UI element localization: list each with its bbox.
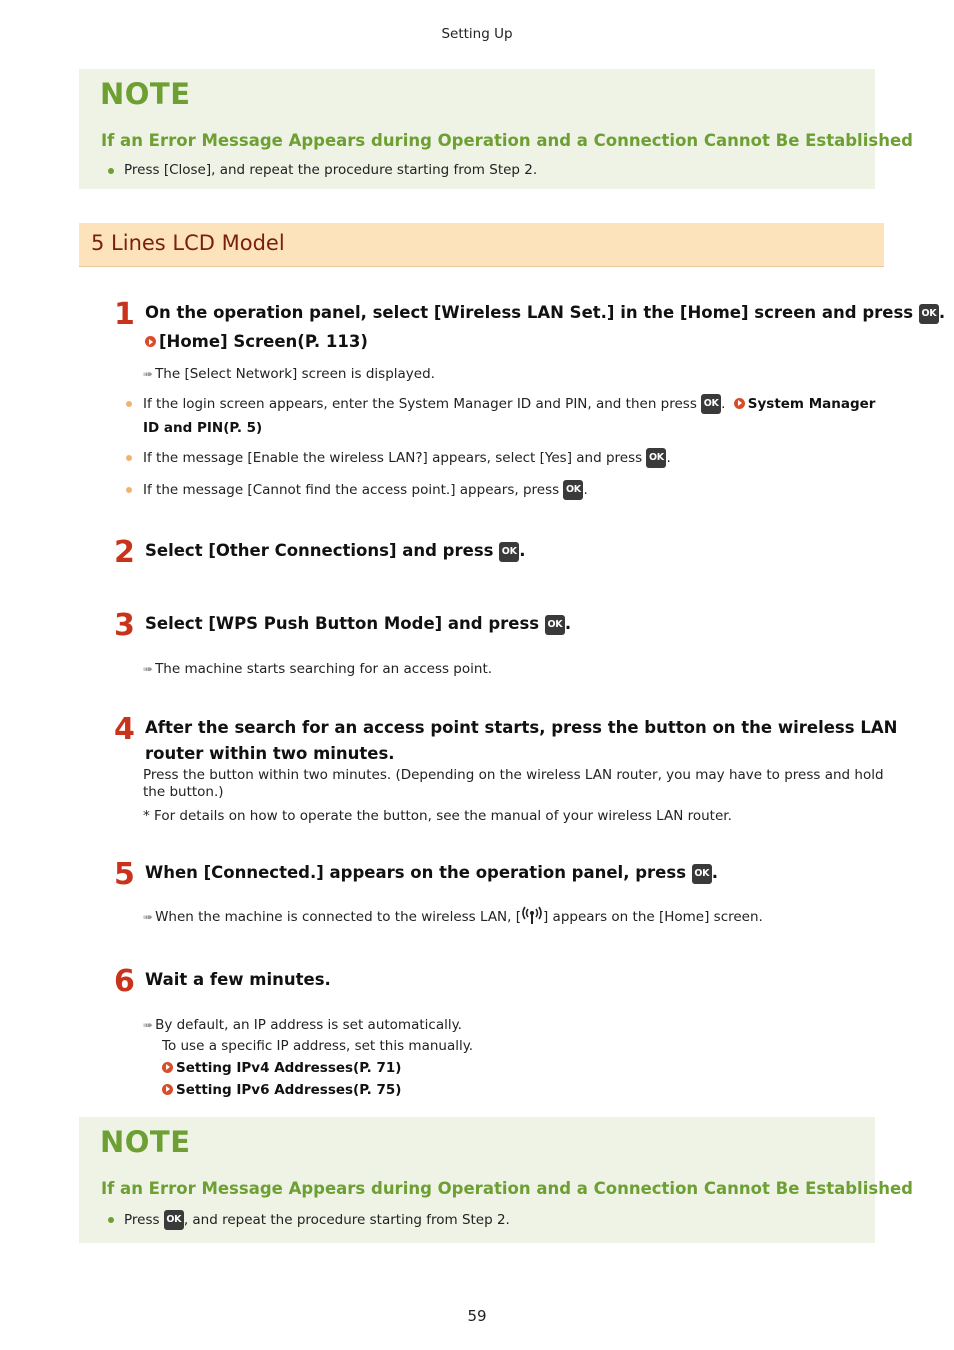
section-header bbox=[79, 223, 884, 267]
ok-button-icon: OK bbox=[701, 394, 721, 414]
step-6-result bbox=[143, 1017, 462, 1033]
ok-button-icon: OK bbox=[692, 864, 712, 884]
step-1-bullet-2 bbox=[143, 448, 671, 468]
result-arrow-icon: ➠ bbox=[143, 662, 154, 676]
ok-button-icon: OK bbox=[646, 448, 666, 468]
ok-button-icon: OK bbox=[919, 304, 939, 324]
ok-button-icon: OK bbox=[499, 542, 519, 562]
ok-button-icon: OK bbox=[164, 1210, 184, 1230]
step-2-instruction: Select [Other Connections] and press bbox=[145, 541, 494, 560]
bullet-dot bbox=[126, 401, 132, 407]
step-5-result bbox=[143, 909, 763, 925]
bullet-text: If the message [Cannot find the access point.] appears, press bbox=[143, 482, 560, 498]
punct: . bbox=[938, 303, 946, 322]
note-subtitle: If an Error Message Appears during Operation and a Connection Cannot Be Established bbox=[101, 131, 913, 150]
step-1-bullet-3 bbox=[143, 480, 588, 500]
system-manager-link-cont[interactable]: ID and PIN(P. 5) bbox=[143, 420, 263, 436]
note-label: NOTE bbox=[100, 1125, 191, 1159]
step-6-text: Wait a few minutes. bbox=[145, 970, 331, 989]
result-text: By default, an IP address is set automatically. bbox=[155, 1017, 462, 1033]
home-screen-link[interactable]: [Home] Screen(P. 113) bbox=[159, 332, 368, 351]
running-header: Setting Up bbox=[441, 26, 513, 42]
step-3-instruction: Select [WPS Push Button Mode] and press bbox=[145, 614, 540, 633]
result-arrow-icon: ➠ bbox=[143, 910, 154, 924]
section-title: 5 Lines LCD Model bbox=[91, 231, 285, 255]
ipv6-link[interactable]: Setting IPv6 Addresses(P. 75) bbox=[176, 1082, 402, 1098]
punct: . bbox=[666, 450, 671, 466]
step-1-bullet-1 bbox=[143, 394, 875, 414]
step-2-text bbox=[145, 541, 526, 562]
wireless-antenna-icon bbox=[521, 905, 543, 925]
note-item bbox=[124, 1210, 510, 1230]
step-4-line-1: After the search for an access point starts, press the button on the wireless LAN bbox=[145, 718, 898, 737]
bullet-text: If the login screen appears, enter the System Manager ID and PIN, and then press bbox=[143, 396, 697, 412]
step-number-4: 4 bbox=[114, 712, 135, 747]
step-1-link[interactable] bbox=[145, 332, 368, 351]
note-label: NOTE bbox=[100, 77, 191, 111]
link-arrow-icon bbox=[734, 398, 745, 409]
step-3-result bbox=[143, 661, 492, 677]
result-text: ] appears on the [Home] screen. bbox=[543, 909, 763, 925]
step-number-1: 1 bbox=[114, 297, 135, 332]
step-number-2: 2 bbox=[114, 535, 135, 570]
bullet-dot bbox=[108, 168, 114, 174]
result-arrow-icon: ➠ bbox=[143, 367, 154, 381]
step-number-3: 3 bbox=[114, 608, 135, 643]
note-subtitle: If an Error Message Appears during Operation and a Connection Cannot Be Established bbox=[101, 1179, 913, 1198]
step-5-text bbox=[145, 863, 718, 884]
ipv4-link[interactable]: Setting IPv4 Addresses(P. 71) bbox=[176, 1060, 402, 1076]
note-box-top bbox=[79, 69, 913, 189]
punct: . bbox=[564, 614, 572, 633]
bullet-dot bbox=[126, 487, 132, 493]
link-arrow-icon bbox=[162, 1084, 173, 1095]
step-1-text bbox=[145, 303, 945, 324]
step-1-instruction: On the operation panel, select [Wireless LAN Set.] in the [Home] screen and press bbox=[145, 303, 914, 322]
punct: . bbox=[519, 541, 526, 560]
result-text: The [Select Network] screen is displayed. bbox=[155, 366, 435, 382]
punct: . bbox=[711, 863, 719, 882]
step-4-line-2: router within two minutes. bbox=[145, 744, 395, 763]
step-5-instruction: When [Connected.] appears on the operation panel, press bbox=[145, 863, 687, 882]
step-6-result-2: To use a specific IP address, set this manually. bbox=[162, 1038, 474, 1054]
step-3-text bbox=[145, 614, 571, 635]
page-number: 59 bbox=[467, 1307, 487, 1325]
bullet-dot bbox=[108, 1217, 114, 1223]
link-arrow-icon bbox=[162, 1062, 173, 1073]
step-number-5: 5 bbox=[114, 857, 135, 892]
note-box-bottom bbox=[79, 1117, 913, 1243]
ok-button-icon: OK bbox=[545, 615, 565, 635]
note-item-text: , and repeat the procedure starting from Step 2. bbox=[183, 1212, 510, 1228]
ipv6-link-row[interactable] bbox=[162, 1082, 401, 1098]
step-4-body-2: the button.) bbox=[143, 784, 224, 800]
bullet-dot bbox=[126, 455, 132, 461]
bullet-text: If the message [Enable the wireless LAN?] appears, select [Yes] and press bbox=[143, 450, 643, 466]
result-arrow-icon: ➠ bbox=[143, 1018, 154, 1032]
result-text: When the machine is connected to the wireless LAN, [ bbox=[155, 909, 521, 925]
ipv4-link-row[interactable] bbox=[162, 1060, 401, 1076]
punct: . bbox=[721, 396, 726, 412]
note-item-text: Press bbox=[124, 1212, 160, 1228]
step-4-body-3: * For details on how to operate the button, see the manual of your wireless LAN router. bbox=[143, 808, 732, 824]
step-number-6: 6 bbox=[114, 964, 135, 999]
punct: . bbox=[583, 482, 588, 498]
result-text: The machine starts searching for an access point. bbox=[155, 661, 493, 677]
note-item: Press [Close], and repeat the procedure starting from Step 2. bbox=[124, 162, 538, 178]
step-4-body-1: Press the button within two minutes. (Depending on the wireless LAN router, you may have to press and hold bbox=[143, 767, 884, 783]
ok-button-icon: OK bbox=[563, 480, 583, 500]
system-manager-link[interactable]: System Manager bbox=[747, 396, 876, 412]
step-1-bullet-1-link-cont[interactable] bbox=[143, 420, 262, 436]
step-1-result bbox=[143, 366, 435, 382]
link-arrow-icon bbox=[145, 336, 156, 347]
